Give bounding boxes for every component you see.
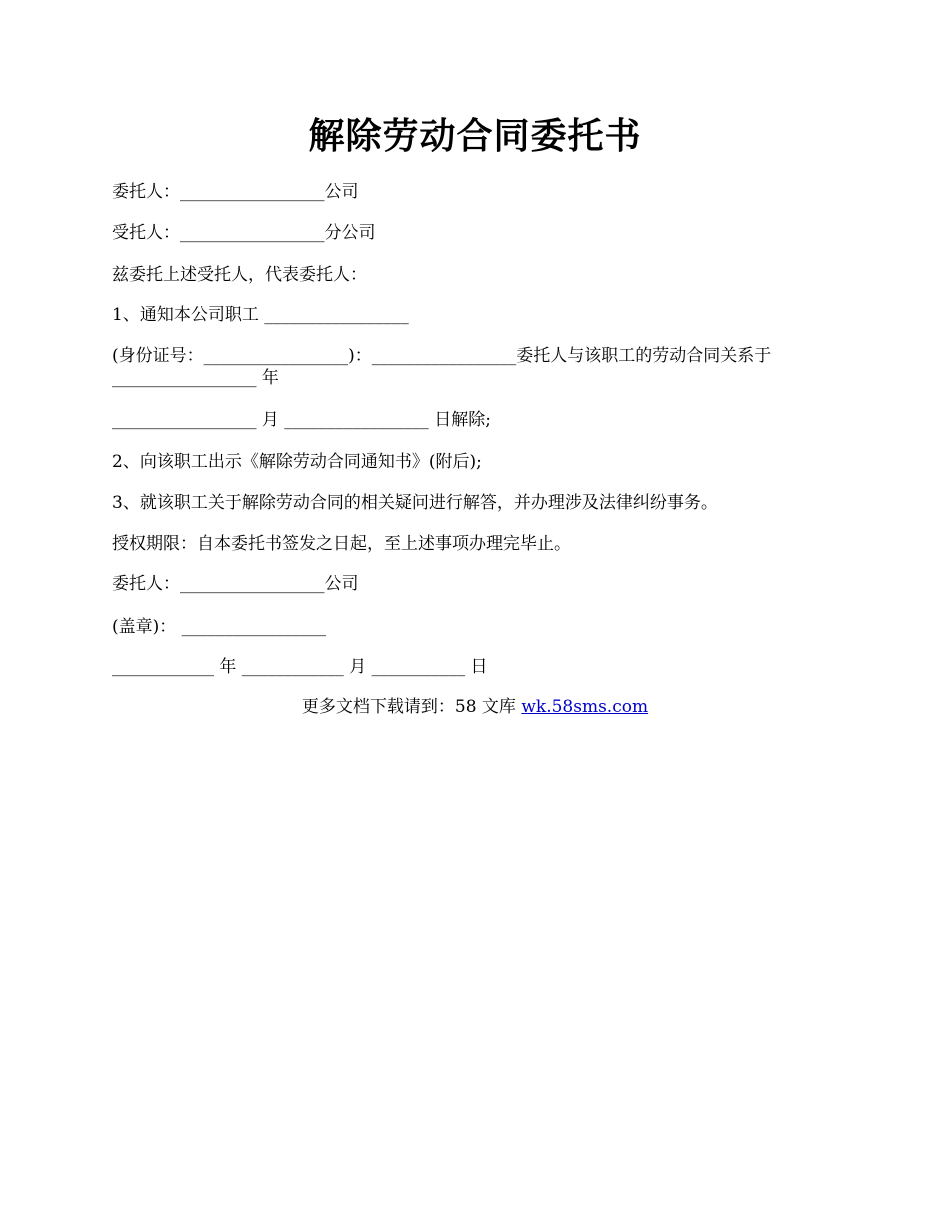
item-1-date-line: _________________ 月 _________________ 日解除; <box>112 410 491 430</box>
signer-line: 委托人：_________________公司 <box>112 574 359 594</box>
item-2-line: 2、向该职工出示《解除劳动合同通知书》(附后); <box>112 452 482 472</box>
item-1-line: 1、通知本公司职工 _________________ <box>112 305 409 325</box>
item-3-line: 3、就该职工关于解除劳动合同的相关疑问进行解答，并办理涉及法律纠纷事务。 <box>112 493 718 513</box>
authorization-line: 授权期限：自本委托书签发之日起，至上述事项办理完毕止。 <box>112 534 571 554</box>
footer <box>0 696 950 718</box>
date-line: ____________ 年 ____________ 月 ___________ 日 <box>112 657 488 677</box>
intro-line: 兹委托上述受托人，代表委托人： <box>112 265 367 285</box>
footer-link[interactable]: wk.58sms.com <box>521 697 649 717</box>
agent-line: 受托人：_________________分公司 <box>112 223 376 243</box>
principal-line: 委托人：_________________公司 <box>112 182 359 202</box>
seal-line: (盖章)： _________________ <box>112 617 327 637</box>
item-1-continuation: (身份证号：_________________)：_________________委托人与该职工的劳动合同关系于_________________ 年 <box>112 346 772 388</box>
document-title: 解除劳动合同委托书 <box>308 115 642 157</box>
footer-text: 更多文档下载请到：58 文库 <box>301 697 522 717</box>
